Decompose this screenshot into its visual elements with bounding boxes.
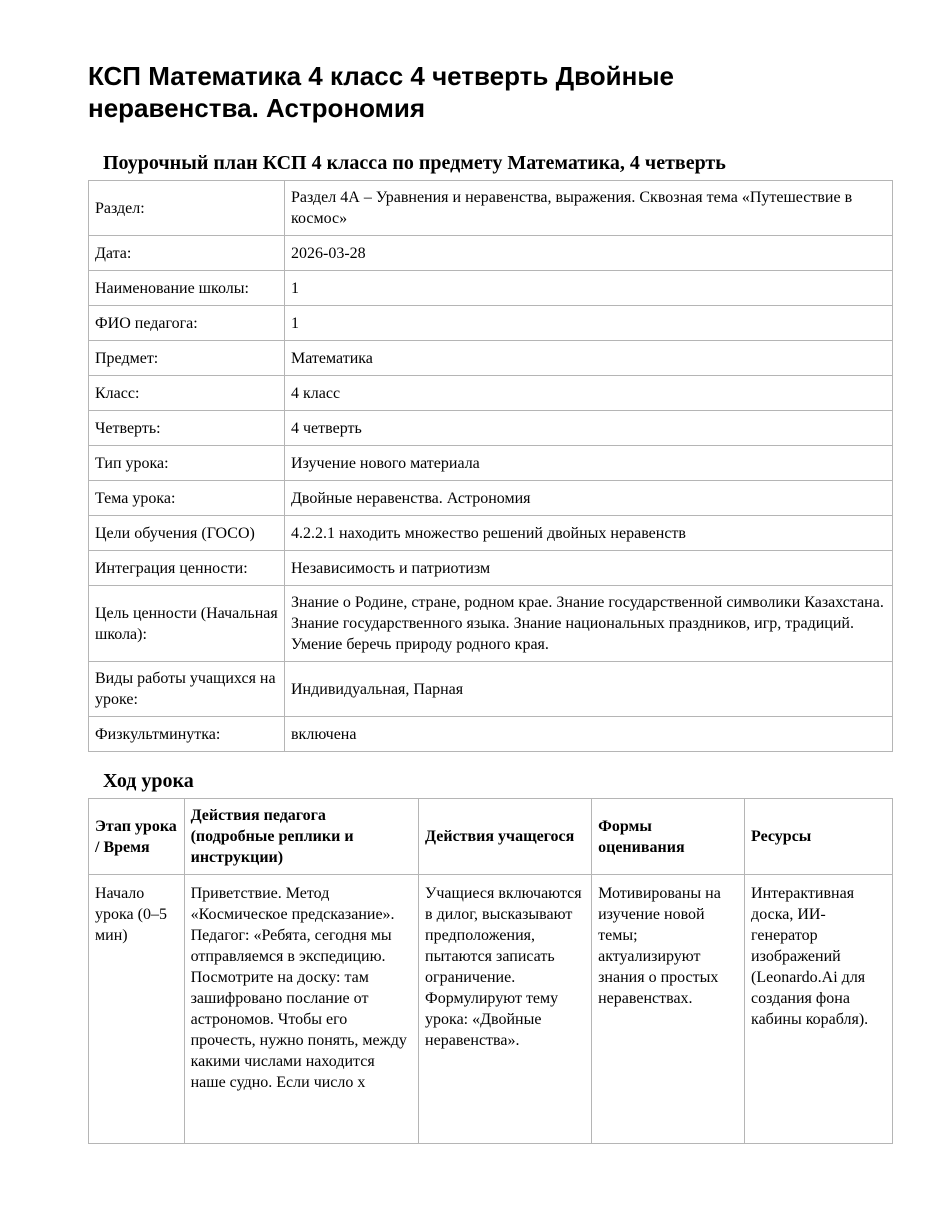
cell-teacher-actions: Приветствие. Метод «Космическое предсказание». Педагог: «Ребята, сегодня мы отправляемся в экспедицию. Посмотрите на доску: там зашифровано послание от астрономов. Чтобы его прочесть, нужно понять, между какими числами находится наше судно. Если число х xyxy=(184,875,418,1144)
table-row xyxy=(89,271,893,306)
header-resources: Ресурсы xyxy=(745,799,893,875)
info-key: Виды работы учащихся на уроке: xyxy=(89,662,285,717)
cell-student-actions: Учащиеся включаются в дилог, высказывают предположения, пытаются записать ограничение. Формулируют тему урока: «Двойные неравенства». xyxy=(419,875,592,1144)
info-value: 4 класс xyxy=(285,376,893,411)
table-row xyxy=(89,411,893,446)
table-row xyxy=(89,551,893,586)
info-key: Цель ценности (Начальная школа): xyxy=(89,586,285,662)
info-key: Четверть: xyxy=(89,411,285,446)
info-key: Наименование школы: xyxy=(89,271,285,306)
info-value: 1 xyxy=(285,271,893,306)
info-value: 1 xyxy=(285,306,893,341)
info-value: Изучение нового материала xyxy=(285,446,893,481)
info-value: Индивидуальная, Парная xyxy=(285,662,893,717)
info-value: Раздел 4А – Уравнения и неравенства, выражения. Сквозная тема «Путешествие в космос» xyxy=(285,181,893,236)
cell-stage: Начало урока (0–5 мин) xyxy=(89,875,185,1144)
info-value: 4.2.2.1 находить множество решений двойных неравенств xyxy=(285,516,893,551)
info-key: ФИО педагога: xyxy=(89,306,285,341)
document-title: КСП Математика 4 класс 4 четверть Двойные неравенства. Астрономия xyxy=(88,61,675,123)
table-row xyxy=(89,516,893,551)
lesson-heading: Ход урока xyxy=(103,770,194,792)
info-key: Дата: xyxy=(89,236,285,271)
cell-resources: Интерактивная доска, ИИ-генератор изображений (Leonardo.Ai для создания фона кабины корабля). xyxy=(745,875,893,1144)
document-page xyxy=(88,60,893,1144)
info-value: Знание о Родине, стране, родном крае. Знание государственной символики Казахстана. Знание государственного языка. Знание национальных праздников, игр, традиций. Умение беречь природу родного края. xyxy=(285,586,893,662)
info-value: Независимость и патриотизм xyxy=(285,551,893,586)
info-key: Цели обучения (ГОСО) xyxy=(89,516,285,551)
plan-heading: Поурочный план КСП 4 класса по предмету Математика, 4 четверть xyxy=(103,152,726,174)
info-value: включена xyxy=(285,717,893,752)
table-row xyxy=(89,586,893,662)
table-row xyxy=(89,376,893,411)
table-row xyxy=(89,306,893,341)
table-row xyxy=(89,236,893,271)
info-value: Двойные неравенства. Астрономия xyxy=(285,481,893,516)
info-value: 2026-03-28 xyxy=(285,236,893,271)
table-row xyxy=(89,341,893,376)
info-key: Раздел: xyxy=(89,181,285,236)
info-key: Тип урока: xyxy=(89,446,285,481)
info-key: Интеграция ценности: xyxy=(89,551,285,586)
header-assessment: Формы оценивания xyxy=(592,799,745,875)
cell-assessment: Мотивированы на изучение новой темы; актуализируют знания о простых неравенствах. xyxy=(592,875,745,1144)
table-row xyxy=(89,717,893,752)
info-value: Математика xyxy=(285,341,893,376)
info-value: 4 четверть xyxy=(285,411,893,446)
header-teacher-actions: Действия педагога (подробные реплики и инструкции) xyxy=(184,799,418,875)
lesson-header-row xyxy=(89,799,893,875)
info-key: Тема урока: xyxy=(89,481,285,516)
info-key: Физкультминутка: xyxy=(89,717,285,752)
table-row xyxy=(89,446,893,481)
info-key: Предмет: xyxy=(89,341,285,376)
table-row xyxy=(89,662,893,717)
info-table xyxy=(88,180,893,752)
table-row xyxy=(89,875,893,1144)
header-student-actions: Действия учащегося xyxy=(419,799,592,875)
table-row xyxy=(89,481,893,516)
lesson-table xyxy=(88,798,893,1144)
table-row xyxy=(89,181,893,236)
info-key: Класс: xyxy=(89,376,285,411)
header-stage: Этап урока / Время xyxy=(89,799,185,875)
